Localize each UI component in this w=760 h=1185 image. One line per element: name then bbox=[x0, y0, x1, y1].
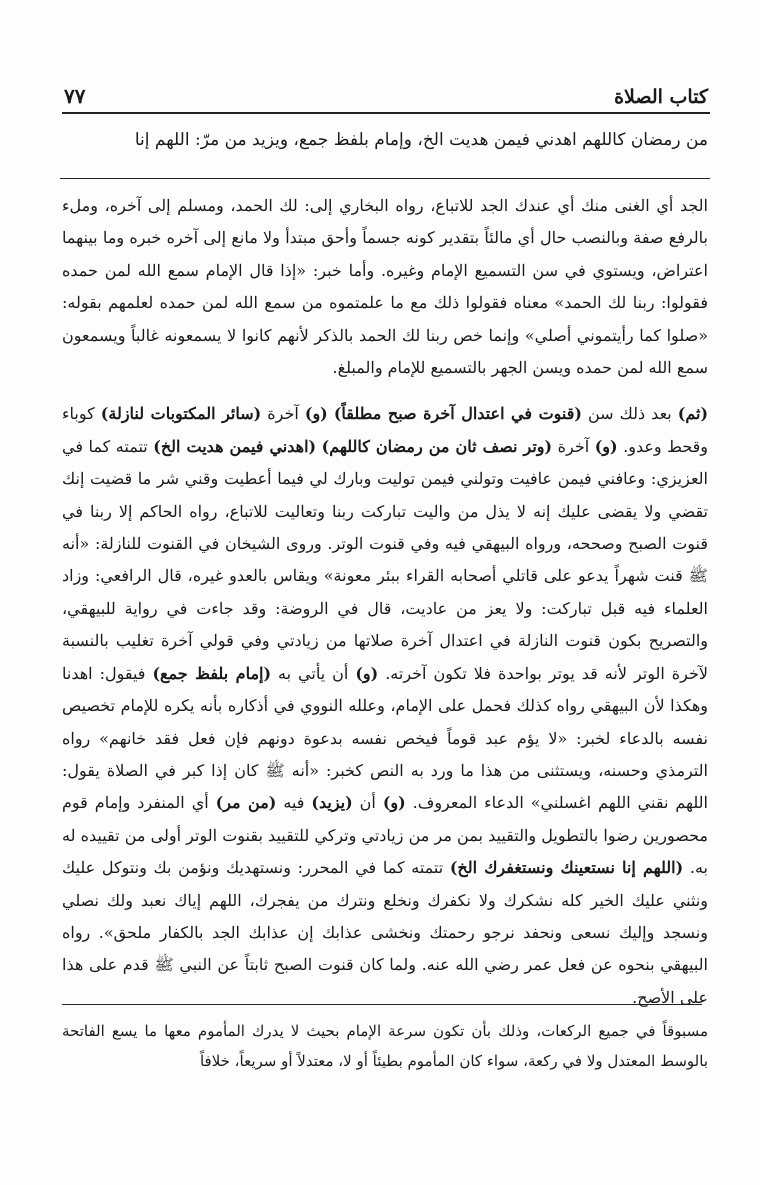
text-segment: أن يأتي به bbox=[271, 663, 356, 683]
running-header bbox=[64, 72, 708, 108]
commentary-paragraph-1: الجد أي الغنى منك أي عندك الجد للاتباع، رواه البخاري إلى: لك الحمد، ومسلم إلى آخره، وملء بالرفع صفة وبالنصب حال أي مالئاً بتقدير كونه جسماً وأحق مبتدأ ولا مانع إلى آخره خبره وما بينهما اعتراض، ويستوي في سن التسميع الإمام وغيره. وأما خبر: «إذا قال الإمام سمع الله لمن حمده فقولوا: ربنا لك الحمد» معناه فقولوا ذلك مع ما علمتموه من سمع الله لمن حمده لعلمهم بقوله: «صلوا كما رأيتموني أصلي» وإنما خص ربنا لك الحمد بالذكر لأنهم كانوا لا يسمعونه غالباً ويسمعون سمع الله لمن حمده ويسن الجهر بالتسميع للإمام والمبلغ. bbox=[62, 196, 708, 378]
bold-phrase: (اللهم إنا نستعينك ونستغفرك الخ) bbox=[449, 858, 684, 878]
bold-phrase: (اهدني فيمن هديت الخ) bbox=[153, 436, 317, 456]
bold-phrase: (من مر) bbox=[215, 793, 277, 813]
bold-phrase: (و) bbox=[304, 404, 328, 424]
bold-phrase: (و) bbox=[594, 436, 618, 456]
main-text: من رمضان كاللهم اهدني فيمن هديت الخ، وإمام بلفظ جمع، ويزيد من مرّ: اللهم إنا bbox=[134, 130, 708, 150]
text-segment: تتمته كما في العزيزي: وعافني فيمن عافيت وتولني فيمن توليت وبارك لي فيما أعطيت وقني شر ما قضيت إنك تقضي ولا يقضى عليك إنه لا يذل من واليت تباركت ربنا وتعاليت للاتباع، رواه الحاكم إلا ربنا في قنوت الصبح وصححه، ورواه البيهقي فيه وفي قنوت الوتر. وروى الشيخان في القنوت للنازلة: «أنه ﷺ قنت شهراً يدعو على قاتلي أصحابه القراء ببئر معونة» ويقاس بالعدو غيره، قال الرافعي: وزاد العلماء فيه قبل تباركت: ولا يعز من عاديت، قال في الروضة: وقد جاءت في رواية للبيهقي، والتصريح بكون قنوت النازلة في اعتدال آخرة صلاتها من زيادتي وفي قولي آخرة تغليب بالنسبة لآخرة الوتر لأنه قد يوتر بواحدة فلا تكون آخرته. bbox=[62, 436, 709, 683]
text-segment: أي المنفرد وإمام قوم محصورين رضوا بالتطويل والتقييد بمن مر من زيادتي وتركي للتقييد بقنوت الوتر أولى من تقييده له به. bbox=[62, 793, 708, 878]
bold-phrase: (و) bbox=[355, 663, 379, 683]
bold-phrase: (إمام بلفظ جمع) bbox=[152, 663, 272, 683]
text-segment: تتمته كما في المحرر: ونستهديك ونؤمن بك ونتوكل عليك ونثني عليك الخير كله نشكرك ولا نكفرك ونخلع ونترك من يفجرك، اللهم إياك نعبد ولك نصلي ونسجد وإليك نسعى ونحفد نرجو رحمتك ونخشى عذابك إن عذابك الجد بالكفار ملحق». رواه البيهقي بنحوه عن فعل عمر رضي الله عنه. ولما كان قنوت الصبح ثابتاً عن النبي ﷺ قدم على هذا على الأصح. bbox=[62, 858, 709, 1007]
bold-phrase: (قنوت في اعتدال آخرة صبح مطلقاً) bbox=[333, 404, 582, 424]
bold-phrase: (يزيد) bbox=[311, 793, 353, 813]
text-segment: فيقول: اهدنا وهكذا لأن البيهقي رواه كذلك فحمل على الإمام، وعلله النووي في أذكاره بأنه يكره للإمام تخصيص نفسه بالدعاء لخبر: «لا يؤم عبد قوماً فيخص نفسه بدعوة دونهم فإن فعل فقد خانهم» رواه الترمذي وحسنه، ويستثنى من هذا ما ورد به النص كخبر: «أنه ﷺ كان إذا كبر في الصلاة يقول: اللهم نقني اللهم اغسلني» الدعاء المعروف. bbox=[62, 663, 709, 813]
page-number: ٧٧ bbox=[64, 84, 86, 108]
bold-phrase: (و) bbox=[382, 793, 406, 813]
text-segment: أن bbox=[352, 793, 383, 813]
text-segment: كوباء وقحط وعدو. bbox=[62, 404, 709, 456]
footnote: مسبوقاً في جميع الركعات، وذلك بأن تكون سرعة الإمام بحيث لا يدرك المأموم معها ما يسع الفاتحة بالوسط المعتدل ولا في ركعة، سواء كان المأموم بطيئاً أو لا، معتدلاً أو سريعاً، خلافاً bbox=[62, 1022, 708, 1070]
chapter-title: كتاب الصلاة bbox=[614, 86, 708, 108]
text-segment: آخرة bbox=[552, 436, 595, 456]
main-text-rule bbox=[60, 178, 710, 179]
text-segment: فيه bbox=[276, 793, 312, 813]
bold-phrase: (سائر المكتوبات لنازلة) bbox=[100, 404, 262, 424]
text-segment: بعد ذلك سن bbox=[581, 404, 678, 424]
commentary bbox=[62, 190, 708, 1014]
bold-phrase: (وتر نصف ثان من رمضان كاللهم) bbox=[321, 436, 553, 456]
bold-phrase: (ثم) bbox=[677, 404, 709, 424]
commentary-paragraph-2 bbox=[62, 398, 708, 1014]
header-rule bbox=[62, 112, 710, 114]
text-segment: آخرة bbox=[261, 404, 305, 424]
footnote-rule bbox=[62, 1004, 702, 1005]
